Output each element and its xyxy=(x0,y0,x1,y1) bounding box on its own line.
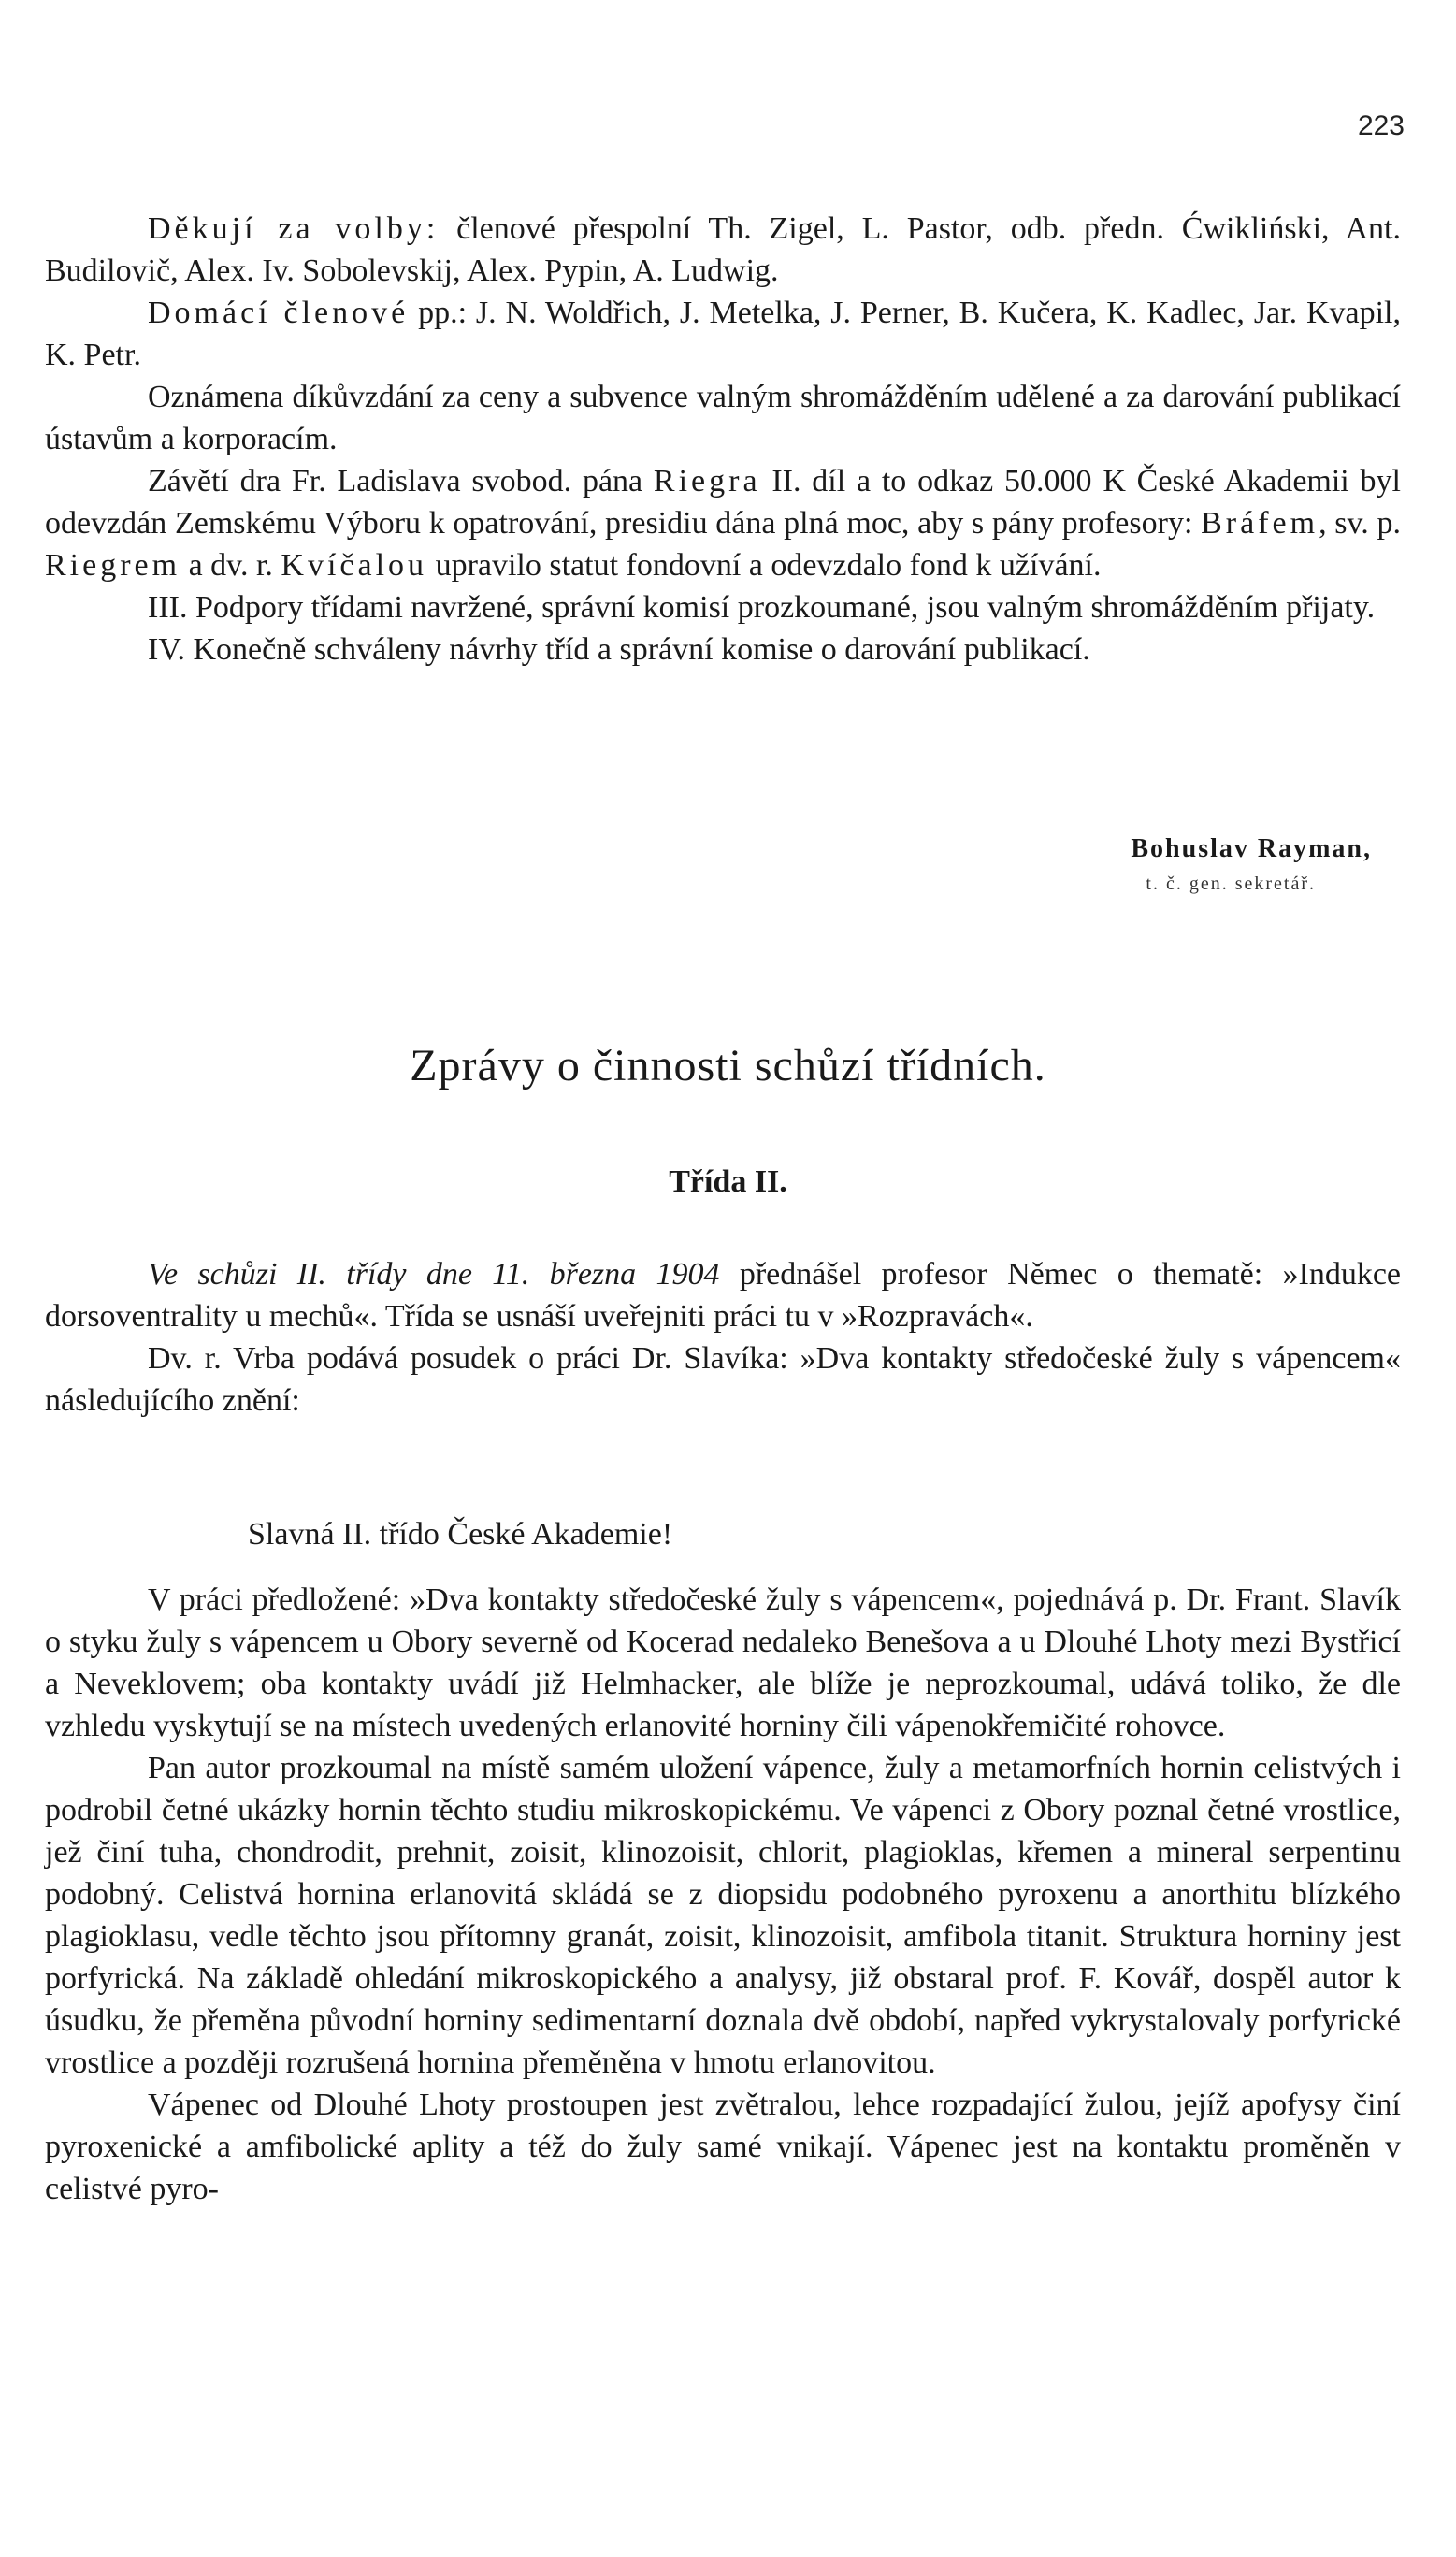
thanks-text: členové přespolní Th. Zigel, L. Pastor, odb. předn. Ćwikliński, Ant. Budilovič, Alex. Iv. Sobolevskij, Alex. Pypin, A. Ludwig. xyxy=(45,211,1401,288)
review-block xyxy=(45,1579,1401,2210)
name-riegrem: Riegrem xyxy=(45,548,181,583)
bequest-text-c: , sv. p. xyxy=(1319,506,1401,541)
domestic-members-label: Domácí členové xyxy=(148,296,410,330)
minutes-paragraph-1 xyxy=(45,1253,1401,1337)
domestic-members-text: pp.: J. N. Woldřich, J. Metelka, J. Perner, B. Kučera, K. Kadlec, Jar. Kvapil, K. Petr. xyxy=(45,296,1401,372)
thanks-paragraph xyxy=(45,208,1401,292)
name-kvicalou: Kvíčalou xyxy=(281,548,428,583)
class-heading: Třída II. xyxy=(669,1164,787,1199)
acknowledgement-paragraph: Oznámena díkůvzdání za ceny a subvence valným shromážděním udělené a za darování publikací ústavům a korporacím. xyxy=(45,380,1401,456)
signature-name: Bohuslav Rayman, xyxy=(1131,834,1372,863)
bequest-text-d: a dv. r. xyxy=(180,548,281,583)
minutes-text-1: přednášel profesor Němec o thematě: »Indukce dorsoventrality u mechů«. Třída se usnáší uveřejniti práci tu v »Rozpravách«. xyxy=(45,1257,1401,1334)
salutation: Slavná II. třído České Akademie! xyxy=(248,1517,673,1552)
section-title: Zprávy o činnosti schůzí třídních. xyxy=(410,1041,1046,1091)
minutes-paragraph-2: Dv. r. Vrba podává posudek o práci Dr. Slavíka: »Dva kontakty středočeské žuly s vápencem« následujícího znění: xyxy=(45,1341,1401,1418)
name-brafem: Bráfem xyxy=(1201,506,1319,541)
review-paragraph-1: V práci předložené: »Dva kontakty středočeské žuly s vápencem«, pojednává p. Dr. Frant. Slavík o styku žuly s vápencem u Obory severně od Kocerad nedaleko Benešova a u Dlouhé Lhoty mezi Bystřicí a Neveklovem; oba kontakty uvádí již Helmhacker, ale blíže je neprozkoumal, udává toliko, že dle vzhledu vyskytují se na místech uvedených erlanovité horniny čili vápenokřemičité rohovce. xyxy=(45,1582,1401,1743)
review-paragraph-3: Vápenec od Dlouhé Lhoty prostoupen jest zvětralou, lehce rozpadající žulou, jejíž apofysy činí pyroxenické a amfibolické aplity a též do žuly samé vnikají. Vápenec jest na kontaktu proměněn v celistvé pyro- xyxy=(45,2087,1401,2206)
page-number: 223 xyxy=(1357,110,1405,141)
bequest-text-e: upravilo statut fondovní a odevzdalo fond k užívání. xyxy=(427,548,1102,583)
minutes-block xyxy=(45,1253,1401,1422)
bequest-text-b: II. díl a to odkaz 50.000 K České Akademii byl odevzdán Zemskému Výboru k opatrování, presidiu dána plná moc, aby s pány profesory: xyxy=(45,464,1401,541)
review-paragraph-2: Pan autor prozkoumal na místě samém uložení vápence, žuly a metamorfních hornin celistvých i podrobil četné ukázky hornin těchto studiu mikroskopickému. Ve vápenci z Obory poznal četné vrostlice, jež činí tuha, chondrodit, prehnit, zoisit, klinozoisit, chlorit, plagioklas, křemen a mineral serpentinu podobný. Celistvá hornina erlanovitá skládá se z diopsidu podobného pyroxenu a anorthitu blízkého plagioklasu, vedle těchto jsou přítomny granát, zoisit, klinozoisit, amfibola titanit. Struktura horniny jest porfyrická. Na základě ohledání mikroskopického a analysy, již obstaral prof. F. Kovář, dospěl autor k úsudku, že přeměna původní horniny sedimentarní doznala dvě období, napřed vykrystalovaly porfyrické vrostlice a později rozrušená hornina přeměněna v hmotu erlanovitou. xyxy=(45,1751,1401,2080)
signature-title: t. č. gen. sekretář. xyxy=(1146,874,1316,894)
bequest-text-a: Závětí dra Fr. Ladislava svobod. pána xyxy=(148,464,654,498)
meeting-date: Ve schůzi II. třídy dne 11. března 1904 xyxy=(148,1257,720,1292)
report-block xyxy=(45,208,1401,671)
thanks-label: Děkují za volby: xyxy=(148,211,440,246)
subsidies-paragraph: III. Podpory třídami navržené, správní komisí prozkoumané, jsou valným shromážděním přijaty. xyxy=(148,590,1376,625)
domestic-members-paragraph xyxy=(45,292,1401,376)
name-riegra: Riegra xyxy=(653,464,761,498)
bequest-paragraph xyxy=(45,460,1401,586)
approvals-paragraph: IV. Konečně schváleny návrhy tříd a správní komise o darování publikací. xyxy=(148,632,1090,667)
